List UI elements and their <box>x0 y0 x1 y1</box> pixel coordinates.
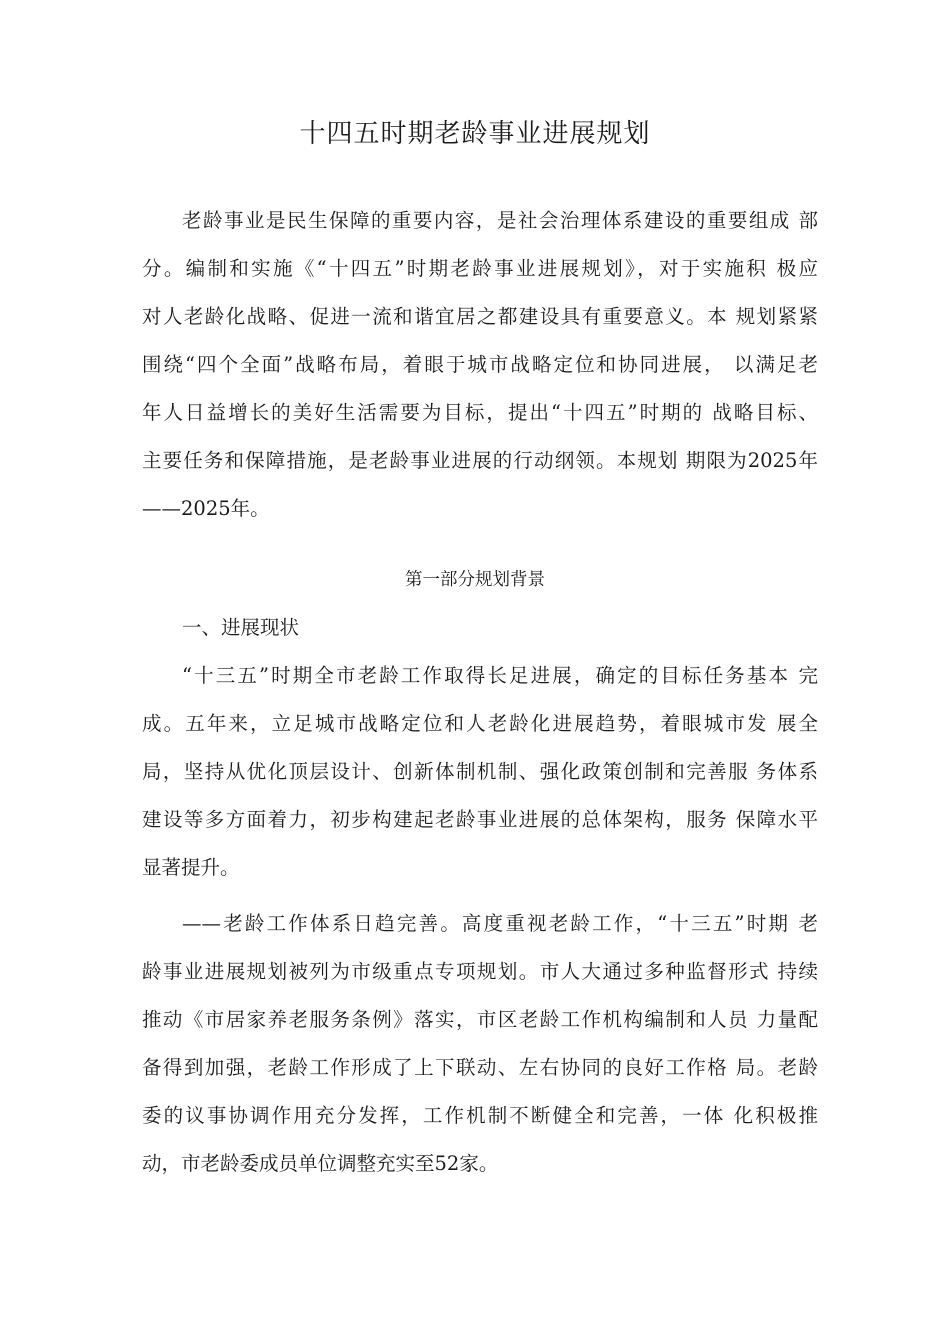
paragraph-line: 动，市老龄委成员单位调整充实至52家。 <box>142 1152 499 1175</box>
paragraph-line: 龄事业进展规划被列为市级重点专项规划。市人大通过多种监督形式 持续 <box>142 960 818 983</box>
paragraph-line: 围绕“四个全面”战略布局，着眼于城市战略定位和协同进展， 以满足老 <box>142 353 818 376</box>
intro-paragraph <box>142 197 818 533</box>
paragraph-line: 主要任务和保障措施，是老龄事业进展的行动纲领。本规划 期限为2025年 <box>142 449 818 472</box>
paragraph-line: 推动《市居家养老服务条例》落实，市区老龄工作机构编制和人员 力量配 <box>142 1008 818 1031</box>
paragraph-line: 建设等多方面着力，初步构建起老龄事业进展的总体架构，服务 保障水平 <box>142 808 818 831</box>
paragraph-line: 老龄事业是民生保障的重要内容，是社会治理体系建设的重要组成 部 <box>182 209 818 232</box>
paragraph-line: 年人日益增长的美好生活需要为目标，提出“十四五”时期的 战略目标、 <box>142 401 818 424</box>
paragraph-line: ——2025年。 <box>142 497 270 520</box>
paragraph-line: 对人老龄化战略、促进一流和谐宜居之都建设具有重要意义。本 规划紧紧 <box>142 305 818 328</box>
paragraph-line: 局，坚持从优化顶层设计、创新体制机制、强化政策创制和完善服 务体系 <box>142 760 818 783</box>
paragraph-line: 显著提升。 <box>142 856 240 879</box>
document-title: 十四五时期老龄事业进展规划 <box>299 119 651 149</box>
paragraph-line: 分。编制和实施《“十四五”时期老龄事业进展规划》，对于实施积 极应 <box>142 257 818 280</box>
subsection-heading: 一、进展现状 <box>182 616 300 639</box>
paragraph-line: 成。五年来，立足城市战略定位和人老龄化进展趋势，着眼城市发 展全 <box>142 712 818 735</box>
paragraph-line: “十三五”时期全市老龄工作取得长足进展，确定的目标任务基本 完 <box>182 664 818 687</box>
work-system-paragraph <box>142 900 818 1188</box>
section-heading: 第一部分规划背景 <box>405 570 545 590</box>
status-paragraph <box>142 652 818 892</box>
paragraph-line: ——老龄工作体系日趋完善。高度重视老龄工作，“十三五”时期 老 <box>182 912 818 935</box>
paragraph-line: 委的议事协调作用充分发挥，工作机制不断健全和完善，一体 化积极推 <box>142 1104 818 1127</box>
paragraph-line: 备得到加强，老龄工作形成了上下联动、左右协同的良好工作格 局。老龄 <box>142 1056 818 1079</box>
